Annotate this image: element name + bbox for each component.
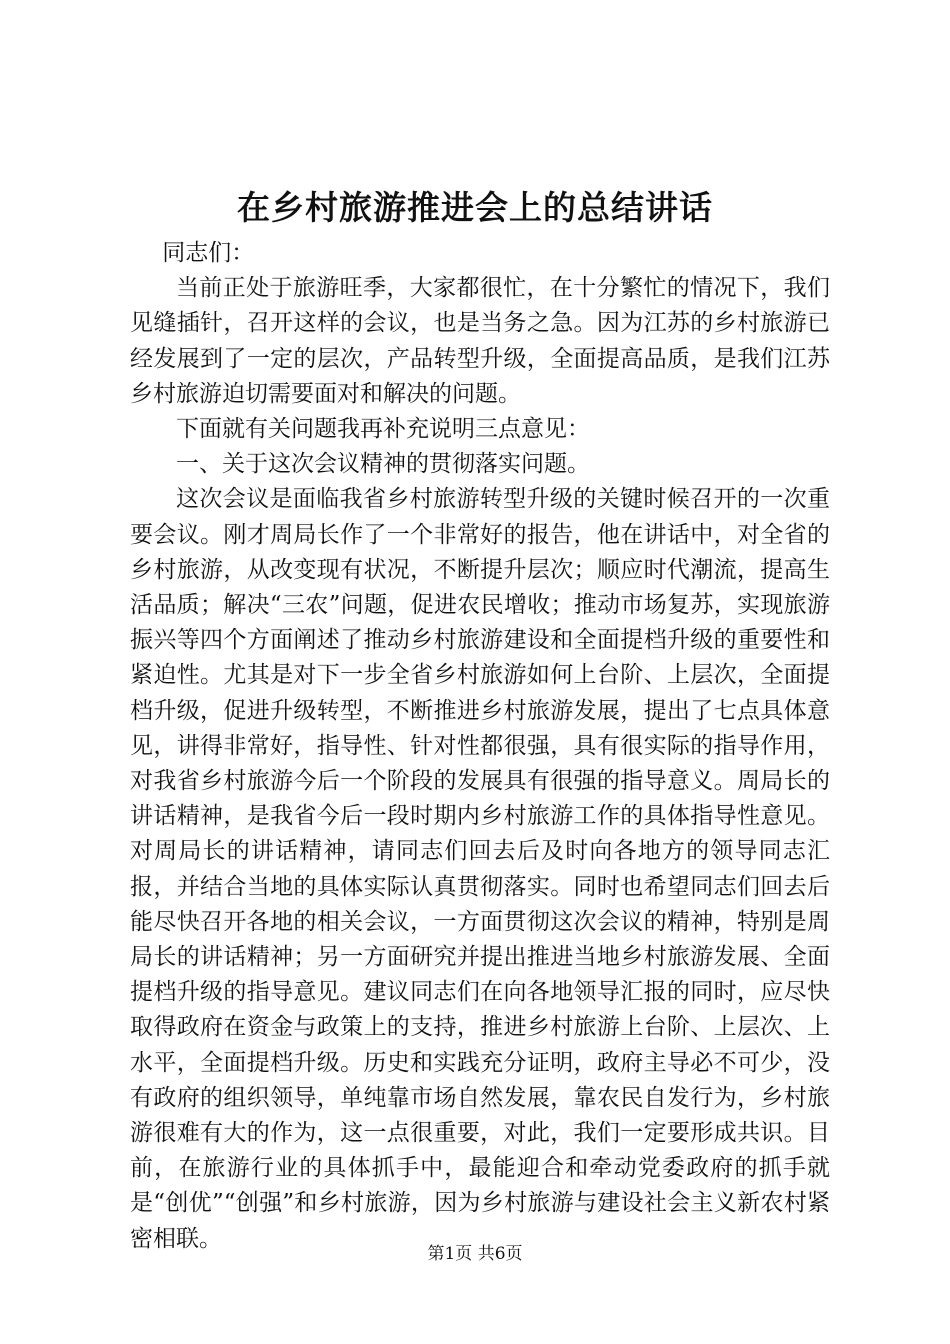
paragraph-salutation: 同志们： bbox=[162, 240, 255, 266]
section-heading-1: 一、关于这次会议精神的贯彻落实问题。 bbox=[176, 451, 590, 478]
document-body bbox=[130, 236, 830, 1257]
page-footer: 第1页 共6页 bbox=[427, 1244, 523, 1264]
paragraph-intro: 当前正处于旅游旺季，大家都很忙，在十分繁忙的情况下，我们见缝插针，召开这样的会议，也是当务之急。因为江苏的乡村旅游已经发展到了一定的层次，产品转型升级，全面提高品质，是我们江苏乡村旅游迫切需要面对和解决的问题。 bbox=[130, 275, 830, 407]
document-title: 在乡村旅游推进会上的总结讲话 bbox=[237, 188, 713, 227]
paragraph-section-1: 这次会议是面临我省乡村旅游转型升级的关键时候召开的一次重要会议。刚才周局长作了一个非常好的报告，他在讲话中，对全省的乡村旅游，从改变现有状况，不断提升层次；顺应时代潮流，提高生活品质；解决“三农”问题，促进农民增收；推动市场复苏，实现旅游振兴等四个方面阐述了推动乡村旅游建设和全面提档升级的重要性和紧迫性。尤其是对下一步全省乡村旅游如何上台阶、上层次，全面提档升级，促进升级转型，不断推进乡村旅游发展，提出了七点具体意见，讲得非常好，指导性、针对性都很强，具有很实际的指导作用，对我省乡村旅游今后一个阶段的发展具有很强的指导意义。周局长的讲话精神，是我省今后一段时期内乡村旅游工作的具体指导性意见。对周局长的讲话精神，请同志们回去后及时向各地方的领导同志汇报，并结合当地的具体实际认真贯彻落实。同时也希望同志们回去后能尽快召开各地的相关会议，一方面贯彻这次会议的精神，特别是周局长的讲话精神；另一方面研究并提出推进当地乡村旅游发展、全面提档升级的指导意见。建议同志们在向各地领导汇报的同时，应尽快取得政府在资金与政策上的支持，推进乡村旅游上台阶、上层次、上水平，全面提档升级。历史和实践充分证明，政府主导必不可少，没有政府的组织领导，单纯靠市场自然发展，靠农民自发行为，乡村旅游很难有大的作为，这一点很重要，对此，我们一定要形成共识。目前，在旅游行业的具体抓手中，最能迎合和牵动党委政府的抓手就是“创优”“创强”和乡村旅游，因为乡村旅游与建设社会主义新农村紧密相联。 bbox=[130, 486, 830, 1252]
paragraph-transition: 下面就有关问题我再补充说明三点意见： bbox=[176, 416, 590, 443]
